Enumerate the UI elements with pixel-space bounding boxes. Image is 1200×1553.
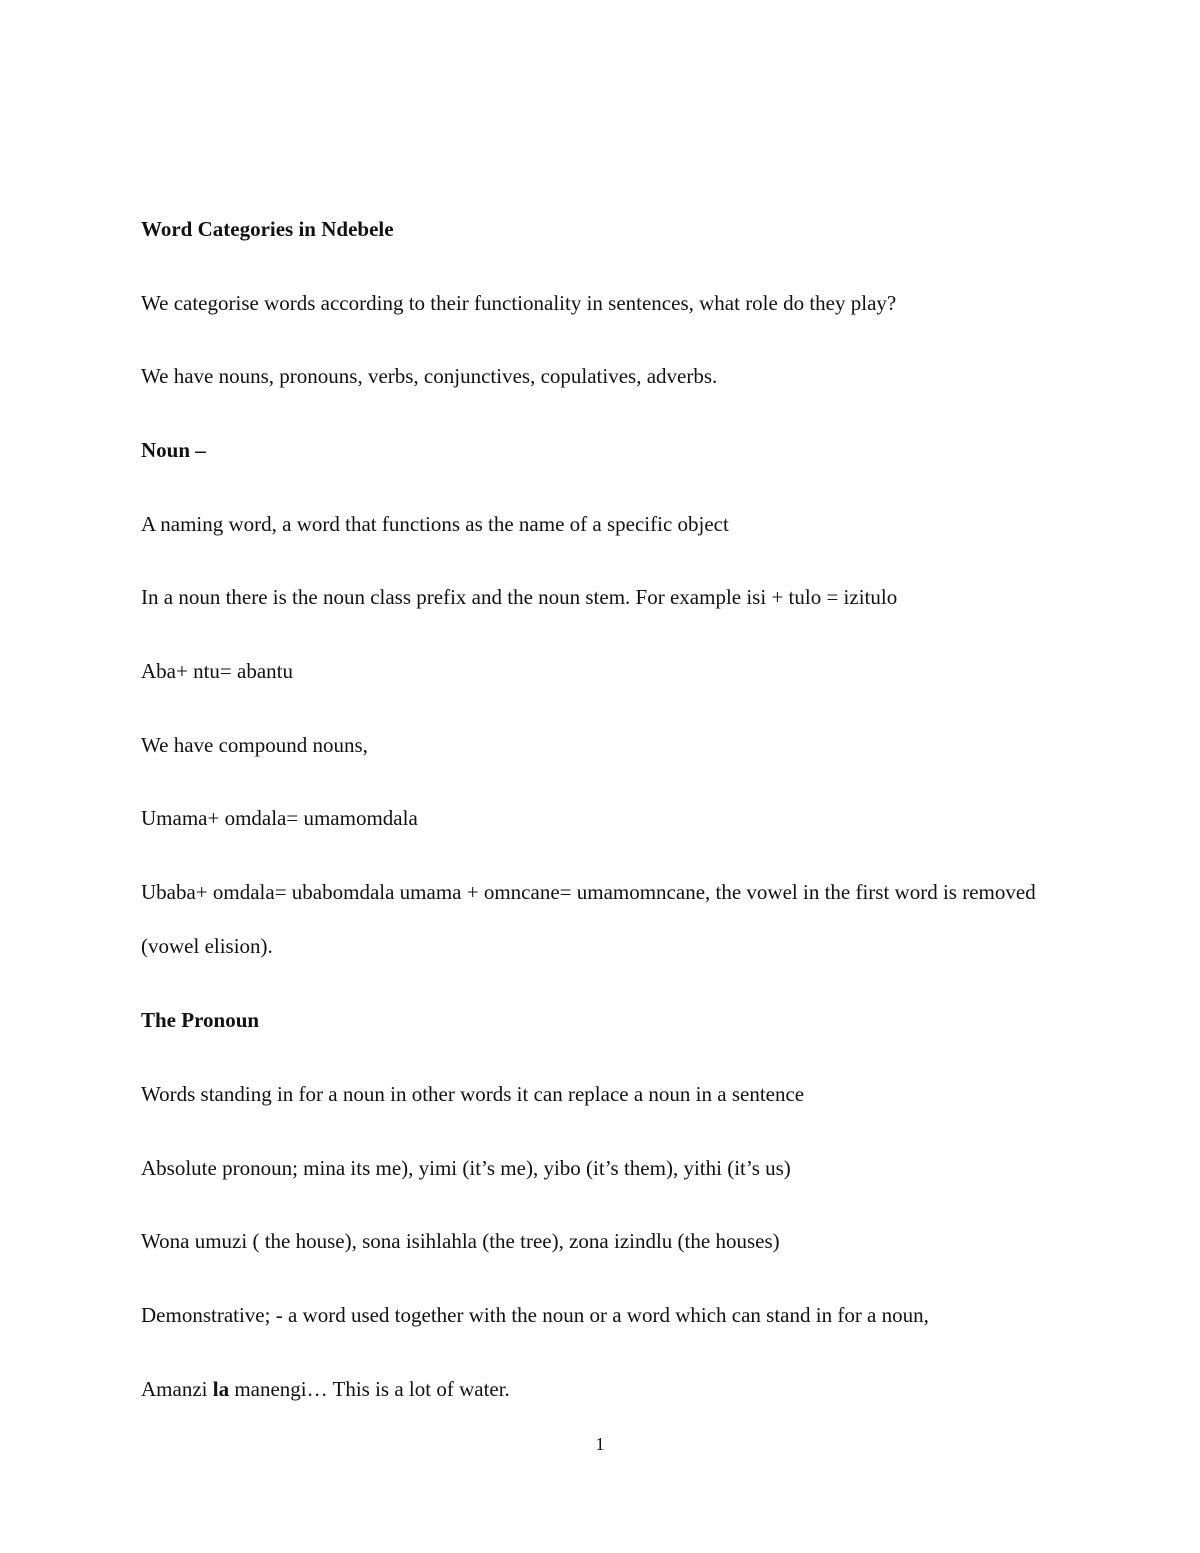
paragraph-pronoun-definition: Words standing in for a noun in other words it can replace a noun in a sentence [141, 1082, 805, 1106]
paragraph-absolute-pronoun: Absolute pronoun; mina its me), yimi (it’s me), yibo (it’s them), yithi (it’s us) [141, 1156, 791, 1180]
paragraph-demonstrative: Demonstrative; - a word used together with the noun or a word which can stand in for a noun, [141, 1303, 929, 1327]
example-umamomdala: Umama+ omdala= umamomdala [141, 806, 418, 830]
paragraph-wona-examples: Wona umuzi ( the house), sona isihlahla (the tree), zona izindlu (the houses) [141, 1229, 780, 1253]
paragraph-compound-nouns: We have compound nouns, [141, 733, 368, 757]
example-abantu: Aba+ ntu= abantu [141, 659, 293, 683]
paragraph-amanzi [141, 1376, 510, 1402]
paragraph-categorise: We categorise words according to their functionality in sentences, what role do they play? [141, 291, 897, 315]
paragraph-word-types: We have nouns, pronouns, verbs, conjunctives, copulatives, adverbs. [141, 364, 718, 388]
amanzi-bold-demonstrative: la [212, 1377, 230, 1401]
page-number: 1 [595, 1434, 605, 1454]
amanzi-text-end: manengi… This is a lot of water. [229, 1377, 510, 1401]
document-title: Word Categories in Ndebele [141, 217, 394, 241]
heading-pronoun: The Pronoun [141, 1008, 260, 1032]
heading-noun: Noun – [141, 438, 206, 462]
paragraph-noun-prefix: In a noun there is the noun class prefix and the noun stem. For example isi + tulo = izitulo [141, 585, 898, 609]
example-ubabomdala: Ubaba+ omdala= ubabomdala umama + omncane= umamomncane, the vowel in the first word is removed (vowel elision). [141, 880, 1036, 958]
paragraph-noun-definition: A naming word, a word that functions as the name of a specific object [141, 512, 729, 536]
amanzi-text-start: Amanzi [141, 1377, 213, 1401]
